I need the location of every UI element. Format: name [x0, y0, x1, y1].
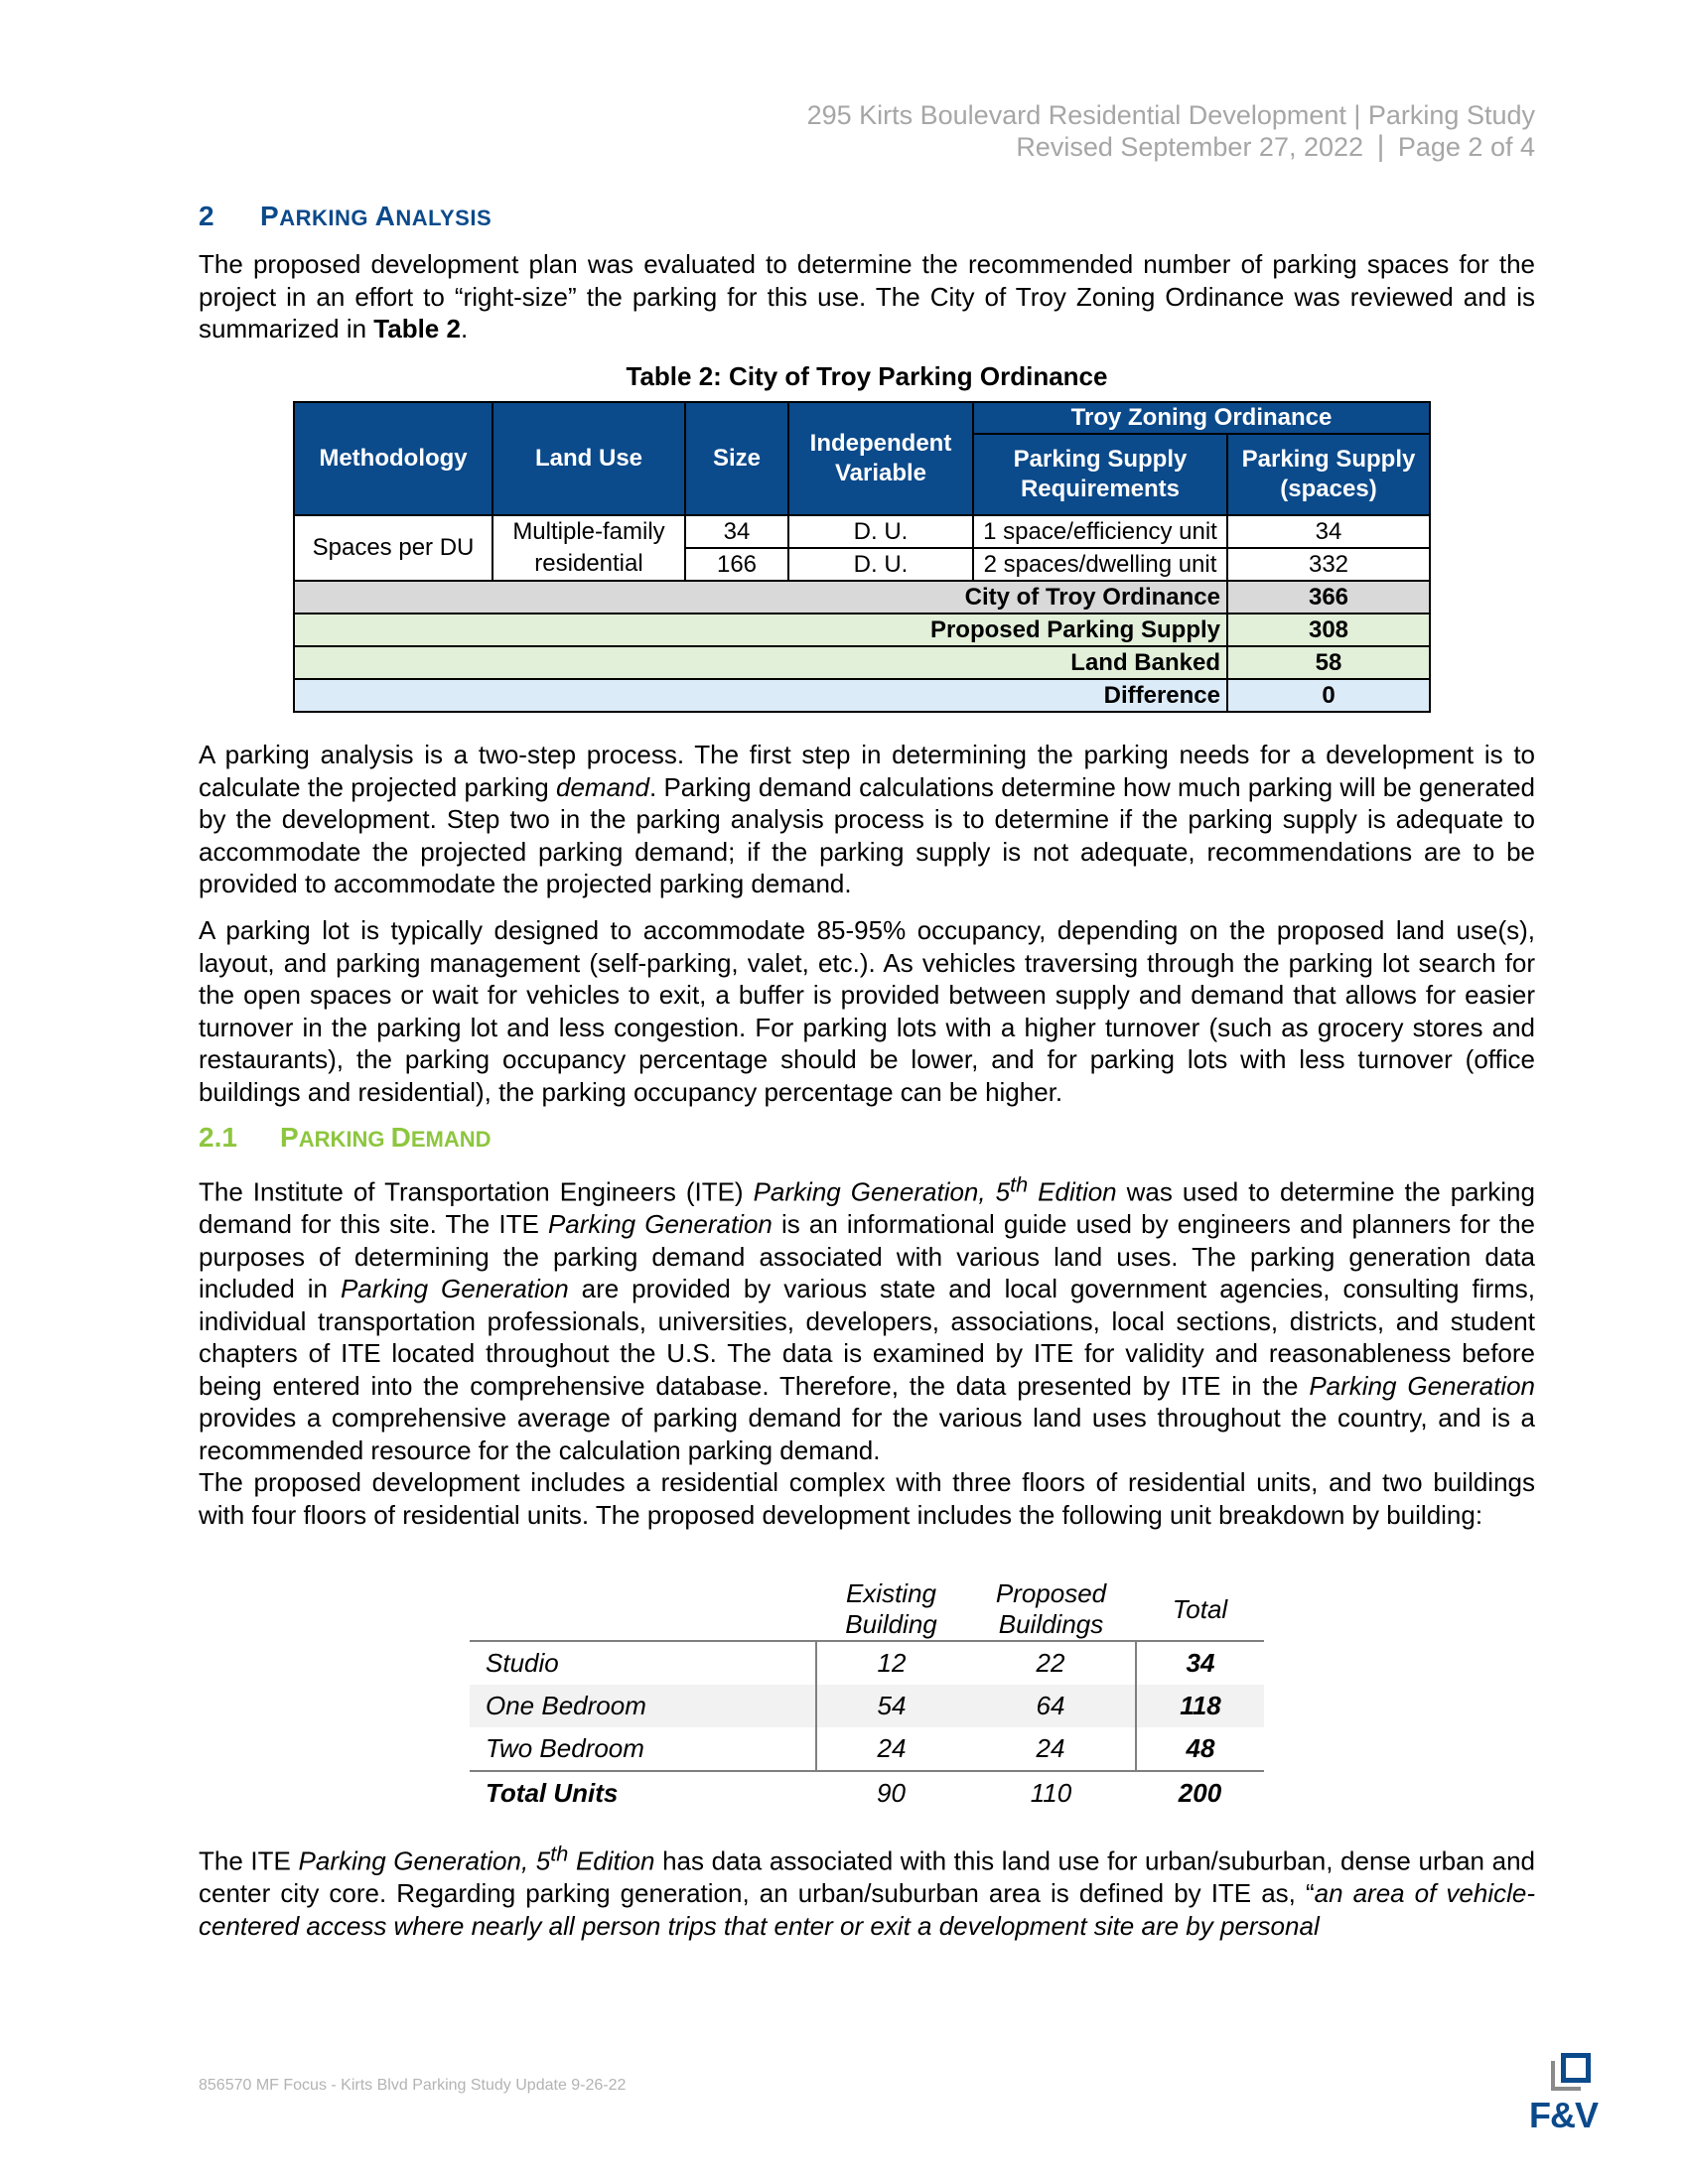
- summary-label: Difference: [294, 679, 1227, 712]
- proposed-count: 24: [1036, 1733, 1065, 1763]
- header-revised-date: Revised September 27, 2022: [1016, 132, 1364, 162]
- existing-total: 90: [816, 1771, 966, 1815]
- col-header-total: Total: [1172, 1593, 1228, 1624]
- publication-title: Edition: [1028, 1176, 1117, 1207]
- total-count: 118: [1136, 1685, 1264, 1727]
- logo-shape: [1561, 2053, 1591, 2083]
- spaces-cell: 332: [1227, 548, 1430, 581]
- methodology-cell: Spaces per DU: [294, 515, 492, 581]
- subsection-title-part: P: [280, 1122, 299, 1153]
- summary-label: Proposed Parking Supply: [294, 614, 1227, 646]
- unit-type: Studio: [470, 1641, 816, 1685]
- paragraph-text: A parking analysis is a two-step process. The first step in determining the parking needs for a development is to calculate the projected parking: [199, 740, 1535, 802]
- col-header-independent-variable: Independent Variable: [788, 402, 973, 515]
- publication-title: Parking Generation: [547, 1209, 773, 1240]
- paragraph-text: . Parking demand calculations determine how much parking will be generated by the development. Step two in the parking analysis process is to determine if the parking supply is adequate to accommodate the projected parking demand; if the parking supply is not adequate, recommendations are to be provided to accommodate the projected parking demand.: [199, 771, 1536, 898]
- size-cell: 166: [685, 548, 788, 581]
- grand-total: 200: [1136, 1771, 1264, 1815]
- col-header-requirements: Parking Supply Requirements: [973, 434, 1227, 515]
- col-header-spaces: Parking Supply (spaces): [1227, 434, 1430, 515]
- section-title-part: A: [374, 201, 396, 231]
- summary-label: Land Banked: [294, 646, 1227, 679]
- existing-count: 12: [816, 1641, 966, 1685]
- units-header-blank: [470, 1578, 816, 1641]
- paragraph-text: The ITE: [199, 1845, 299, 1876]
- header-revision-line: [807, 131, 1535, 163]
- land-use-cell: Multiple-family residential: [492, 515, 685, 581]
- parking-ordinance-table: [293, 401, 1431, 713]
- total-count: 48: [1136, 1727, 1264, 1771]
- fv-logo-icon: [1529, 2053, 1613, 2134]
- subsection-title-part: EMAND: [410, 1127, 492, 1152]
- col-header-methodology: Methodology: [294, 402, 492, 515]
- section-title-part: P: [260, 201, 280, 231]
- summary-value: 0: [1227, 679, 1430, 712]
- summary-row-proposed: [294, 614, 1430, 646]
- table-row: [470, 1685, 1264, 1727]
- publication-title: Parking Generation, 5: [298, 1845, 551, 1876]
- subsection-number: 2.1: [199, 1122, 237, 1153]
- subsection-title-part: D: [390, 1122, 411, 1153]
- section-heading: [199, 201, 492, 232]
- logo-text: F&V: [1529, 2095, 1598, 2135]
- col-header-land-use: Land Use: [492, 402, 685, 515]
- proposed-total: 110: [966, 1771, 1136, 1815]
- summary-row-banked: [294, 646, 1430, 679]
- paragraph-text: has data associated with this land use for urban/suburban, dense urban and center city core. Regarding parking generation, an urban/suburban area is defined by ITE as, “: [199, 1845, 1536, 1909]
- intro-text: The proposed development plan was evaluated to determine the recommended number of parking spaces for the project in an effort to “right-size” the parking for this use. The City of Troy Zoning Ordinance was reviewed and is summarized in: [199, 249, 1535, 343]
- subsection-title-part: ARKING: [298, 1127, 391, 1152]
- urban-paragraph: [199, 1838, 1535, 1942]
- paragraph-text: are provided by various state and local government agencies, consulting firms, individual transportation professionals, universities, developers, associations, local sections, districts, and student chapters of ITE located throughout the U.S. The data is examined by ITE for validity and reasonableness before being entered into the comprehensive database. Therefore, the data presented by ITE in the: [199, 1274, 1535, 1401]
- footer-file-reference: 856570 MF Focus - Kirts Blvd Parking Study Update 9-26-22: [199, 2077, 627, 2094]
- proposed-count: 64: [966, 1685, 1136, 1727]
- section-title-part: NALYSIS: [395, 205, 492, 230]
- variable-cell: D. U.: [788, 515, 973, 548]
- table-row: [470, 1641, 1264, 1685]
- paragraph-text: was used to determine the parking demand for this site. The ITE: [199, 1176, 1535, 1240]
- publication-title: Parking Generation: [340, 1274, 569, 1304]
- proposed-development-paragraph: The proposed development includes a residential complex with three floors of residential units, and two buildings with four floors of residential units. The proposed development includes the following unit breakdown by building:: [199, 1467, 1535, 1530]
- header-title: 295 Kirts Boulevard Residential Development | Parking Study: [806, 100, 1535, 130]
- col-header-proposed: Proposed Buildings: [995, 1578, 1107, 1639]
- requirement-cell: 1 space/efficiency unit: [973, 515, 1227, 548]
- summary-row-ordinance: [294, 581, 1430, 614]
- table-reference: Table 2: [373, 314, 461, 343]
- col-header-existing: Existing Building: [845, 1578, 937, 1639]
- unit-breakdown-table: [470, 1578, 1264, 1815]
- variable-cell: D. U.: [788, 548, 973, 581]
- ite-paragraph: [199, 1168, 1535, 1466]
- quoted-definition: an area of vehicle-centered access where nearly all person trips that enter or exit a development site are by personal: [199, 1878, 1536, 1941]
- header-page-number: Page 2 of 4: [1397, 132, 1535, 162]
- total-label: Total Units: [470, 1771, 816, 1815]
- total-count: 34: [1136, 1641, 1264, 1685]
- intro-text-end: .: [460, 314, 469, 343]
- publication-title: Parking Generation: [1309, 1370, 1535, 1401]
- unit-type: Two Bedroom: [486, 1733, 644, 1763]
- occupancy-paragraph: A parking lot is typically designed to accommodate 85-95% occupancy, depending on the proposed land use(s), layout, and parking management (self-parking, valet, etc.). As vehicles traversing through the parking lot search for the open spaces or wait for vehicles to exit, a buffer is provided between supply and demand that allows for easier turnover in the parking lot and less congestion. For parking lots with a higher turnover (such as grocery stores and restaurants), the parking occupancy percentage should be lower, and for parking lots with less turnover (office buildings and residential), the parking occupancy percentage can be higher.: [199, 915, 1535, 1107]
- subsection-heading: [199, 1122, 491, 1154]
- emphasis-text: demand: [556, 771, 649, 802]
- summary-label: City of Troy Ordinance: [294, 581, 1227, 614]
- two-step-paragraph: [199, 739, 1535, 900]
- running-header: [807, 99, 1535, 163]
- total-row: [470, 1771, 1264, 1815]
- superscript: th: [550, 1841, 569, 1865]
- publication-title: Edition: [568, 1845, 655, 1876]
- paragraph-text: is an informational guide used by engineers and planners for the purposes of determining the parking demand associated with various land uses. The parking generation data included in: [199, 1209, 1535, 1304]
- size-cell: 34: [685, 515, 788, 548]
- existing-count: 24: [816, 1727, 966, 1771]
- col-header-size: Size: [685, 402, 788, 515]
- summary-row-difference: [294, 679, 1430, 712]
- existing-count: 54: [816, 1685, 966, 1727]
- requirement-cell: 2 spaces/dwelling unit: [973, 548, 1227, 581]
- table-row: [470, 1727, 1264, 1771]
- col-header-group: Troy Zoning Ordinance: [973, 402, 1430, 434]
- summary-value: 308: [1227, 614, 1430, 646]
- paragraph-text: The Institute of Transportation Engineers (ITE): [199, 1176, 754, 1207]
- intro-paragraph: [199, 248, 1535, 345]
- summary-value: 58: [1227, 646, 1430, 679]
- superscript: th: [1010, 1171, 1029, 1196]
- summary-value: 366: [1227, 581, 1430, 614]
- spaces-cell: 34: [1227, 515, 1430, 548]
- section-number: 2: [199, 201, 215, 231]
- unit-type: One Bedroom: [470, 1685, 816, 1727]
- proposed-count: 22: [966, 1641, 1136, 1685]
- table-row: [294, 515, 1430, 548]
- paragraph-text: provides a comprehensive average of parking demand for the various land uses throughout the country, and is a recommended resource for the calculation parking demand.: [199, 1403, 1535, 1465]
- publication-title: Parking Generation, 5: [753, 1176, 1011, 1207]
- table2-title: Table 2: City of Troy Parking Ordinance: [626, 361, 1108, 391]
- section-title-part: ARKING: [279, 205, 375, 230]
- header-separator: |: [1376, 130, 1385, 163]
